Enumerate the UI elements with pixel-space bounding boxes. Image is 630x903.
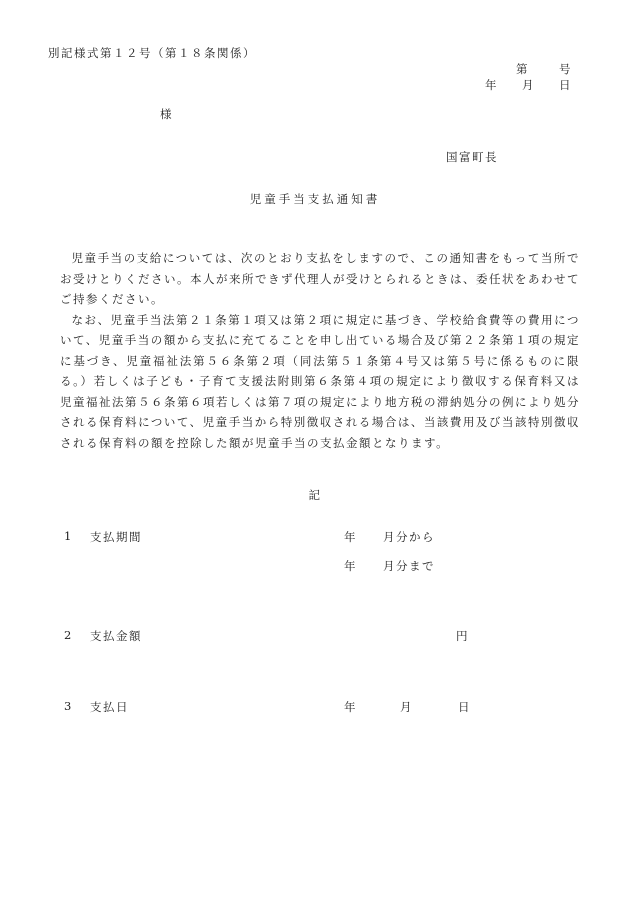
form-number: 別記様式第１２号（第１８条関係） bbox=[48, 46, 256, 60]
payment-period-to bbox=[344, 558, 435, 574]
payment-amount-unit: 円 bbox=[456, 629, 469, 643]
payment-date-day: 日 bbox=[458, 700, 471, 714]
payment-period-label: 支払期間 bbox=[90, 530, 142, 544]
period-from-year: 年 bbox=[344, 530, 357, 544]
addressee: 様 bbox=[160, 107, 173, 121]
ki-heading: 記 bbox=[308, 488, 322, 502]
payment-period-from bbox=[344, 529, 435, 545]
item-number-3: 3 bbox=[64, 699, 73, 713]
date-day: 日 bbox=[559, 78, 572, 92]
issuer: 国富町長 bbox=[446, 150, 498, 164]
paragraph-deduction: なお、児童手当法第２１条第１項又は第２項に規定に基づき、学校給食費等の費用について、児童手当の額から支払に充てることを申し出ている場合及び第２２条第１項の規定に基づき、児童福祉法第５６条第２項（同法第５１条第４号又は第５号に係るものに限る。）若しくは子ども・子育て支援法附則第６条第４項の規定により徴収する保育料又は児童福祉法第５６条第６項若しくは第７項の規定により地方税の滞納処分の例により処分される保育料について、児童手当から特別徴収される場合は、当該費用及び当該特別徴収される保育料の額を控除した額が児童手当の支払金額となります。 bbox=[60, 312, 580, 450]
date-month: 月 bbox=[522, 78, 535, 92]
date-year: 年 bbox=[485, 78, 498, 92]
issue-date bbox=[485, 77, 572, 93]
doc-no-prefix: 第 bbox=[516, 62, 529, 76]
payment-date-year: 年 bbox=[344, 700, 357, 714]
paragraph-notice: 児童手当の支給については、次のとおり支払をしますので、この通知書をもって当所でお受けとりください。本人が来所できず代理人が受けとられるときは、委任状をあわせてご持参ください。 bbox=[60, 251, 580, 306]
doc-no-suffix: 号 bbox=[559, 62, 572, 76]
period-to-year: 年 bbox=[344, 559, 357, 573]
item-number-2: 2 bbox=[64, 628, 73, 642]
period-from-month: 月分から bbox=[383, 530, 435, 544]
period-to-month: 月分まで bbox=[383, 559, 435, 573]
body-text bbox=[60, 248, 580, 453]
document-number bbox=[516, 61, 572, 77]
payment-date-label: 支払日 bbox=[90, 700, 129, 714]
payment-date-month: 月 bbox=[400, 700, 413, 714]
payment-amount-label: 支払金額 bbox=[90, 629, 142, 643]
item-number-1: 1 bbox=[64, 529, 73, 543]
document-title: 児童手当支払通知書 bbox=[249, 192, 381, 206]
